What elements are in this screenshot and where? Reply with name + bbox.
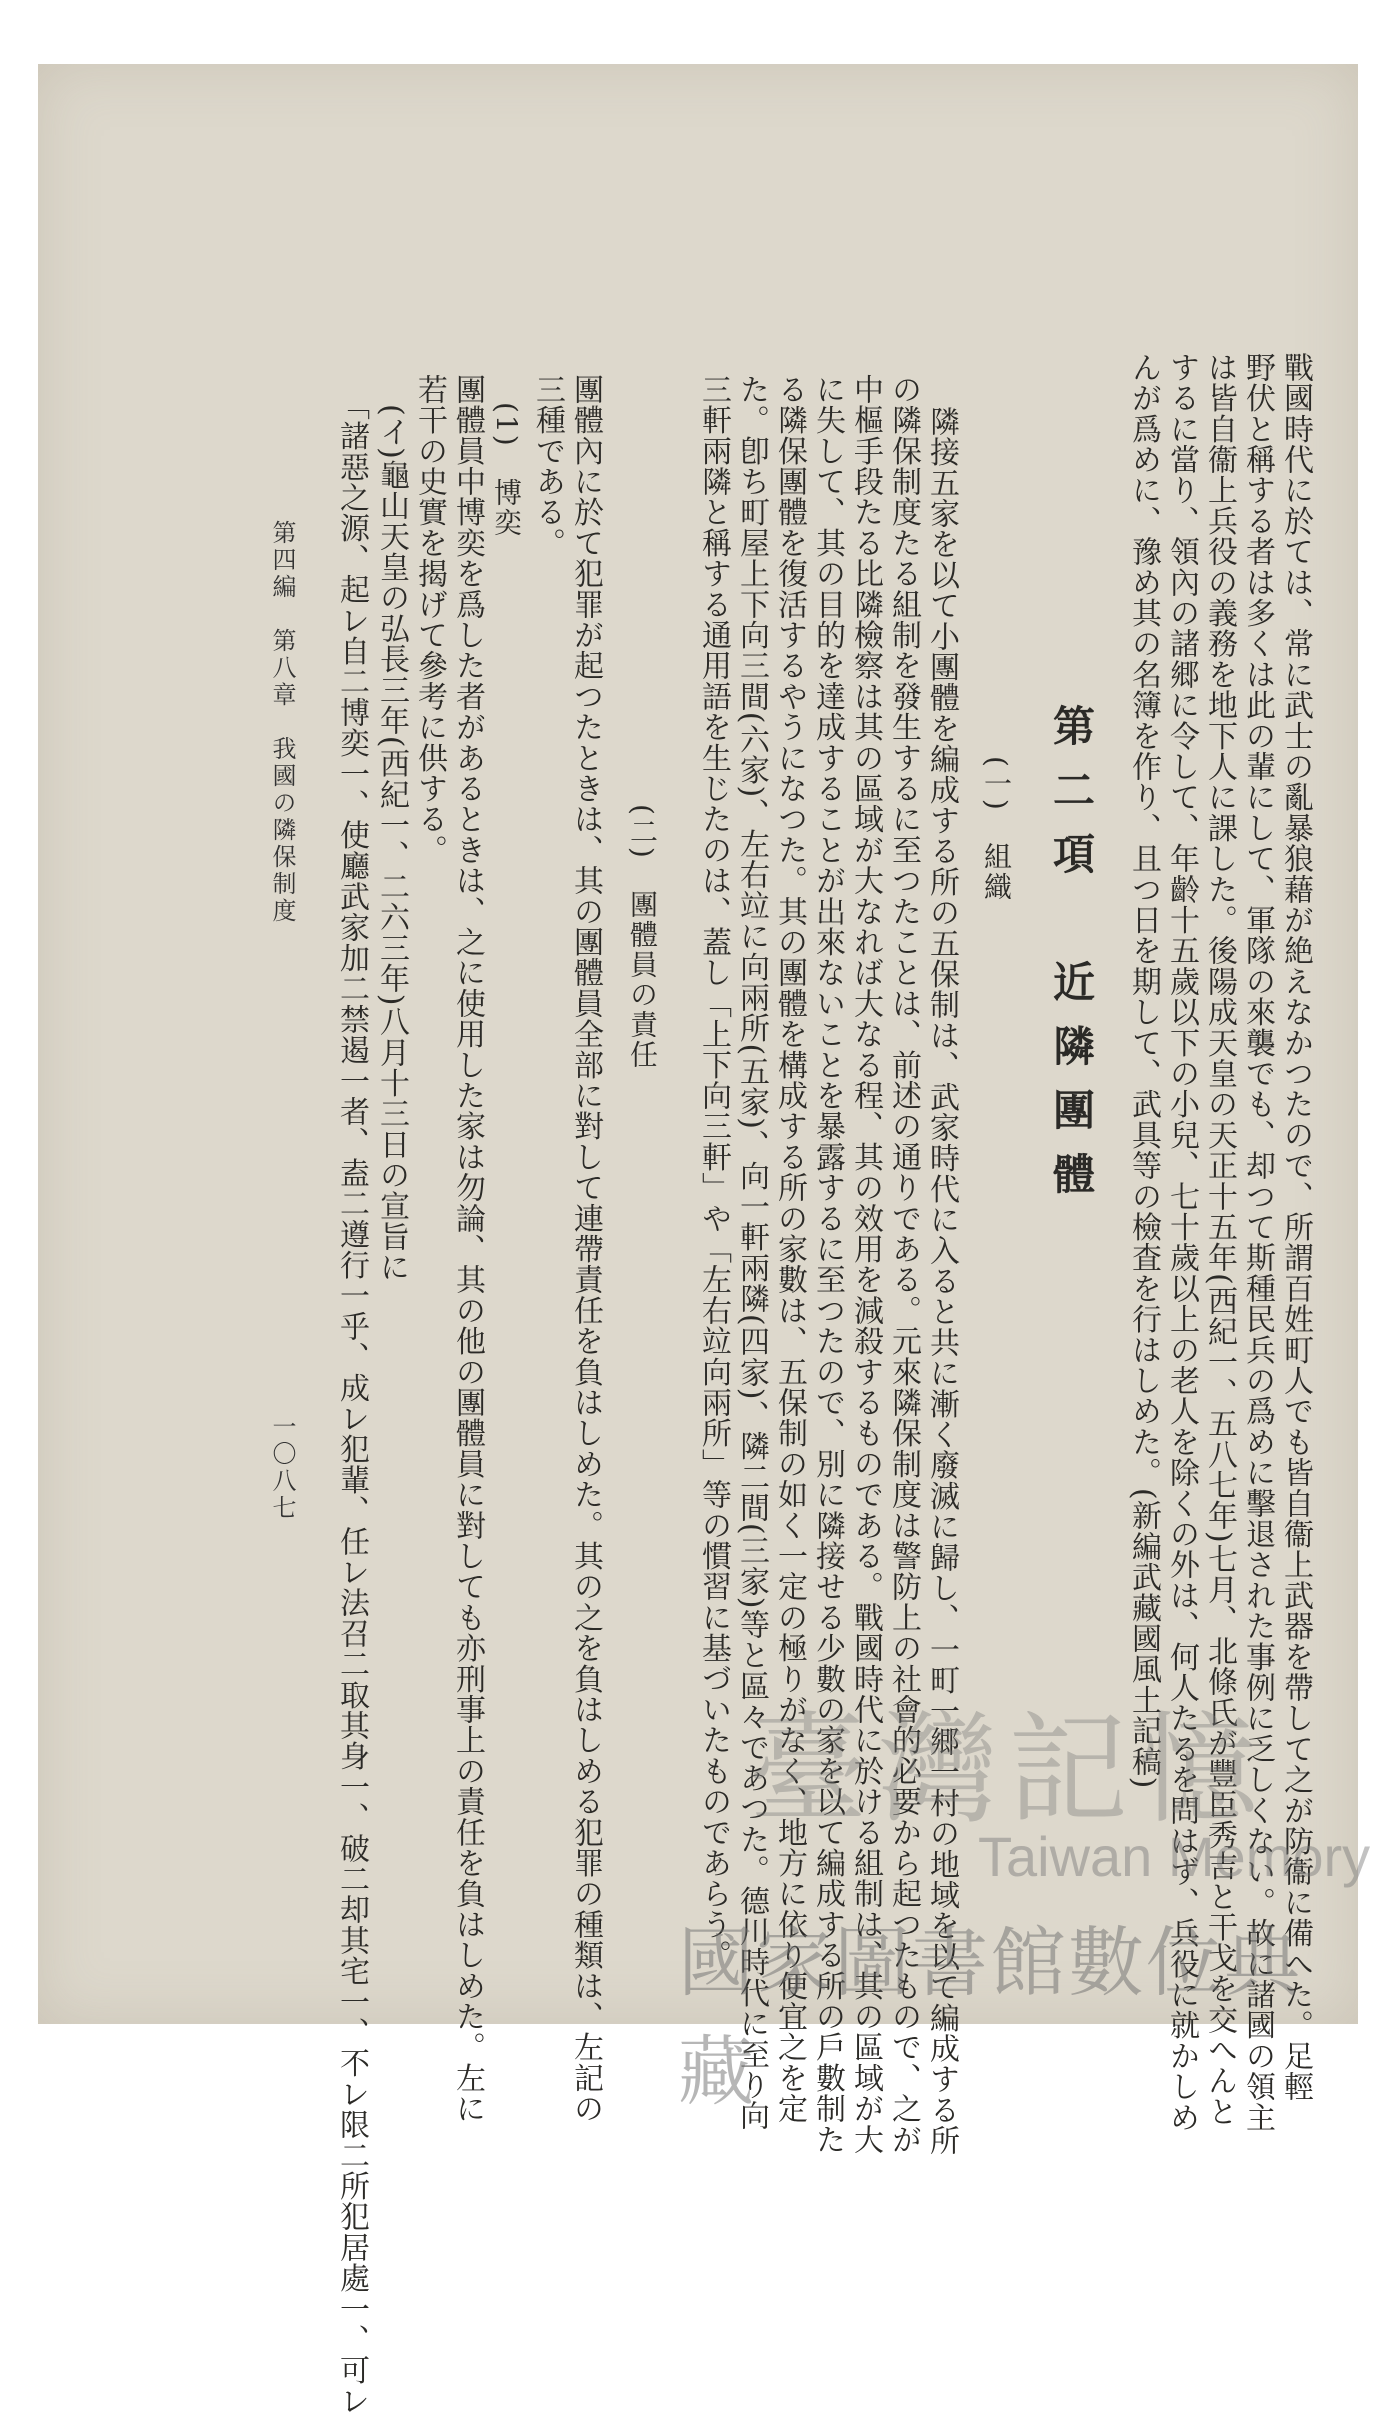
text-column: するに當り、領內の諸郷に令して、年齡十五歲以下の小兒、七十歲以上の老人を除くの外は、何人たるを問はず、兵役に就かしめ — [1164, 352, 1199, 2133]
text-column: (イ)龜山天皇の弘長三年(西紀一、二六三年)八月十三日の宣旨に — [374, 404, 409, 1283]
text-column: 團體員中博奕を爲した者があるときは、之に使用した家は勿論、其の他の團體員に對しても亦刑事上の責任を負はしめた。左に — [450, 374, 485, 2124]
text-column: の隣保制度たる組制を發生するに至つたことは、前述の通りである。元來隣保制度は警防上の社會的必要から起つたもので、之が — [886, 374, 921, 2155]
text-column: た。卽ち町屋上下向三間(六家)、左右竝に向兩所(五家)、向一軒兩隣(四家)、隣二間(三家)等と區々であつた。德川時代に至り向 — [734, 374, 769, 2132]
section-heading: 第二項 近隣團體 — [1047, 704, 1096, 1216]
watermark-english: Taiwan Memory — [978, 1825, 1371, 1888]
text-column: 「諸惡之源、起レ自二博奕一、使廳武家加二禁遏一者、盍二遵行一乎、成レ犯輩、任レ法召二取其身一、破二却其宅一、不レ限二所犯居處一、可レ — [334, 390, 369, 2416]
watermark — [678, 1674, 1378, 2116]
text-column: は皆自衞上兵役の義務を地下人に課した。後陽成天皇の天正十五年(西紀一、五八七年)七月、北條氏が豐臣秀吉と干戈を交へんと — [1202, 352, 1237, 2127]
text-column: 隣接五家を以て小團體を編成する所の五保制は、武家時代に入ると共に漸く廢滅に歸し、一町一郷一村の地域を以て編成する所 — [924, 406, 959, 2156]
watermark-script: 臺灣記憶 — [748, 1701, 1268, 1840]
page-number: 一〇八七 — [268, 1414, 296, 1522]
text-column: に失して、其の目的を達成することが出來ないことを暴露するに至つたので、別に隣接せる少數の家を以て編成する所の戶數制た — [810, 374, 845, 2155]
running-footer: 第四編 第八章 我國の隣保制度 — [268, 520, 296, 925]
text-column: 中樞手段たる比隣檢察は其の區域が大なれば大なる程、其の效用を減殺するものである。戰國時代に於ける組制は、其の區域が大 — [848, 374, 883, 2155]
text-column: 若干の史實を揭げて參考に供する。 — [412, 374, 447, 866]
text-column: る隣保團體を復活するやうになつた。其の團體を構成する所の家數は、五保制の如く一定の極りがなく、地方に依り便宜之を定 — [772, 374, 807, 2124]
document-page — [38, 64, 1371, 2416]
subsection-title-responsibility: (二) 團體員の責任 — [626, 804, 659, 1070]
text-column: 團體內に於て犯罪が起つたときは、其の團體員全部に對して連帶責任を負はしめた。其の之を負はしめる犯罪の種類は、左記の — [568, 374, 603, 2124]
subsection-title-organization: (一) 組織 — [980, 756, 1013, 902]
text-column: 三軒兩隣と稱する通用語を生じたのは、蓋し「上下向三軒」や「左右竝向兩所」等の慣習に基づいたものであらう。 — [696, 374, 731, 1971]
watermark-chinese: 國家圖書館數位典藏 — [678, 1918, 1302, 2116]
text-column: 三種である。 — [530, 374, 565, 559]
subsection-title-gambling: (1) 博奕 — [490, 402, 523, 538]
text-column: んが爲めに、豫め其の名簿を作り、且つ日を期して、武具等の檢査を行はしめた。(新編武藏國風土記稿) — [1126, 352, 1161, 1790]
text-column: 野伏と稱する者は多くは此の輩にして、軍隊の來襲でも、却つて斯種民兵の爲めに擊退された事例に乏しくない。故に諸國の領主 — [1240, 352, 1275, 2133]
text-column: 戰國時代に於ては、常に武士の亂暴狼藉が絶えなかつたので、所謂百姓町人でも皆自衞上武器を帶して之が防衞に備へた。足輕 — [1278, 352, 1313, 2102]
